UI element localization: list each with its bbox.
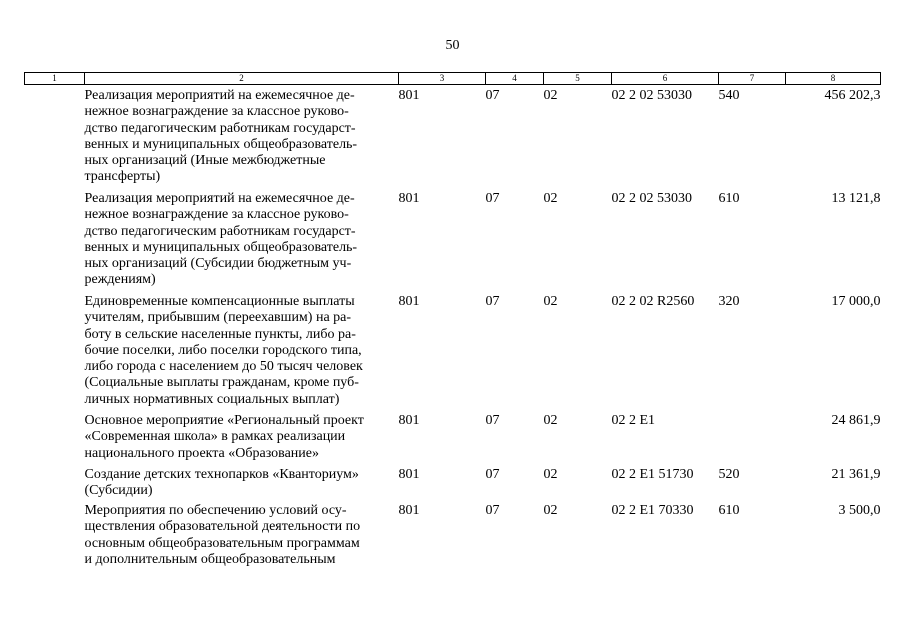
column-number: 8	[786, 73, 881, 85]
item-name-line: дство педагогическим работникам государст-	[84, 223, 356, 239]
cell-subsection-code: 02	[543, 294, 558, 309]
budget-table	[24, 72, 881, 568]
cell-ministry-code: 801	[398, 503, 420, 518]
cell-section-code: 07	[485, 294, 500, 309]
column-number: 6	[612, 73, 719, 85]
cell-section-code: 07	[485, 191, 500, 206]
cell-item-name	[85, 500, 399, 568]
table-row	[25, 500, 881, 568]
cell-col-1	[25, 464, 85, 500]
item-name-line: венных и муниципальных общеобразователь-	[84, 136, 358, 152]
cell-item-name	[85, 464, 399, 500]
item-name-line: «Современная школа» в рамках реализации	[84, 429, 346, 445]
item-name-line: (Социальные выплаты гражданам, кроме пуб-	[84, 375, 359, 391]
table-row	[25, 85, 881, 189]
column-number-row	[25, 73, 881, 85]
cell-section-code: 07	[485, 413, 500, 428]
cell-col-1	[25, 188, 85, 291]
cell-section-code: 07	[485, 503, 500, 518]
item-name-line: основным общеобразовательным программам	[84, 535, 360, 551]
item-name-line: и дополнительным общеобразовательным	[84, 551, 336, 567]
item-name-line: нежное вознаграждение за классное руково-	[84, 207, 349, 223]
cell-target-article: 02 2 02 53030	[611, 88, 692, 103]
table-row	[25, 291, 881, 410]
page-number: 50	[445, 38, 460, 53]
cell-col-1	[25, 500, 85, 568]
cell-ministry-code: 801	[398, 467, 420, 482]
cell-col-1	[25, 410, 85, 464]
cell-ministry-code: 801	[398, 88, 420, 103]
item-name-line: Мероприятия по обеспечению условий осу-	[84, 503, 347, 518]
cell-expense-type: 610	[718, 191, 740, 206]
item-name-line: трансферты)	[84, 169, 161, 185]
cell-ministry-code: 801	[398, 191, 420, 206]
cell-subsection-code: 02	[543, 413, 558, 428]
item-name-line: Единовременные компенсационные выплаты	[84, 294, 355, 309]
cell-ministry-code: 801	[398, 413, 420, 428]
cell-amount: 24 861,9	[831, 413, 881, 428]
cell-expense-type: 320	[718, 294, 740, 309]
item-name-line: Реализация мероприятий на ежемесячное де-	[84, 88, 355, 103]
cell-target-article: 02 2 Е1 51730	[611, 467, 694, 482]
item-name-line: личных нормативных социальных выплат)	[84, 391, 340, 407]
cell-item-name	[85, 291, 399, 410]
column-number: 7	[719, 73, 786, 85]
cell-expense-type: 520	[718, 467, 740, 482]
cell-expense-type: 540	[718, 88, 740, 103]
cell-amount: 3 500,0	[838, 503, 881, 518]
cell-item-name	[85, 410, 399, 464]
cell-amount: 456 202,3	[824, 88, 881, 103]
cell-target-article: 02 2 02 R2560	[611, 294, 695, 309]
cell-amount: 13 121,8	[831, 191, 881, 206]
item-name-line: реждениям)	[84, 272, 156, 288]
item-name-line: национального проекта «Образование»	[84, 445, 320, 461]
cell-subsection-code: 02	[543, 467, 558, 482]
item-name-line: (Субсидии)	[84, 483, 153, 499]
item-name-line: дство педагогическим работникам государст-	[84, 120, 356, 136]
cell-ministry-code: 801	[398, 294, 420, 309]
column-number: 3	[399, 73, 486, 85]
item-name-line: Реализация мероприятий на ежемесячное де-	[84, 191, 355, 206]
cell-subsection-code: 02	[543, 191, 558, 206]
table-row	[25, 464, 881, 500]
column-number: 2	[85, 73, 399, 85]
cell-target-article: 02 2 02 53030	[611, 191, 692, 206]
cell-amount: 21 361,9	[831, 467, 881, 482]
cell-subsection-code: 02	[543, 88, 558, 103]
item-name-line: ных организаций (Субсидии бюджетным уч-	[84, 256, 352, 272]
item-name-line: бочие поселки, либо поселки городского типа,	[84, 342, 362, 358]
cell-col-1	[25, 291, 85, 410]
cell-amount: 17 000,0	[831, 294, 881, 309]
cell-item-name	[85, 85, 399, 189]
item-name-line: ных организаций (Иные межбюджетные	[84, 153, 326, 169]
cell-col-1	[25, 85, 85, 189]
column-number: 5	[544, 73, 612, 85]
cell-expense-type	[719, 410, 786, 464]
item-name-line: боту в сельские населенные пункты, либо ра-	[84, 326, 356, 342]
column-number: 1	[25, 73, 85, 85]
item-name-line: ществления образовательной деятельности по	[84, 519, 361, 535]
table-row	[25, 188, 881, 291]
cell-section-code: 07	[485, 467, 500, 482]
table-row	[25, 410, 881, 464]
item-name-line: учителям, прибывшим (переехавшим) на ра-	[84, 310, 352, 326]
cell-target-article: 02 2 Е1	[611, 413, 656, 428]
item-name-line: Создание детских технопарков «Кванториум»	[84, 467, 359, 482]
item-name-line: нежное вознаграждение за классное руково-	[84, 104, 349, 120]
cell-section-code: 07	[485, 88, 500, 103]
cell-expense-type: 610	[718, 503, 740, 518]
item-name-line: Основное мероприятие «Региональный проект	[84, 413, 364, 428]
cell-target-article: 02 2 Е1 70330	[611, 503, 694, 518]
column-number: 4	[486, 73, 544, 85]
item-name-line: венных и муниципальных общеобразователь-	[84, 239, 358, 255]
cell-subsection-code: 02	[543, 503, 558, 518]
item-name-line: либо города с населением до 50 тысяч человек	[84, 359, 363, 375]
cell-item-name	[85, 188, 399, 291]
